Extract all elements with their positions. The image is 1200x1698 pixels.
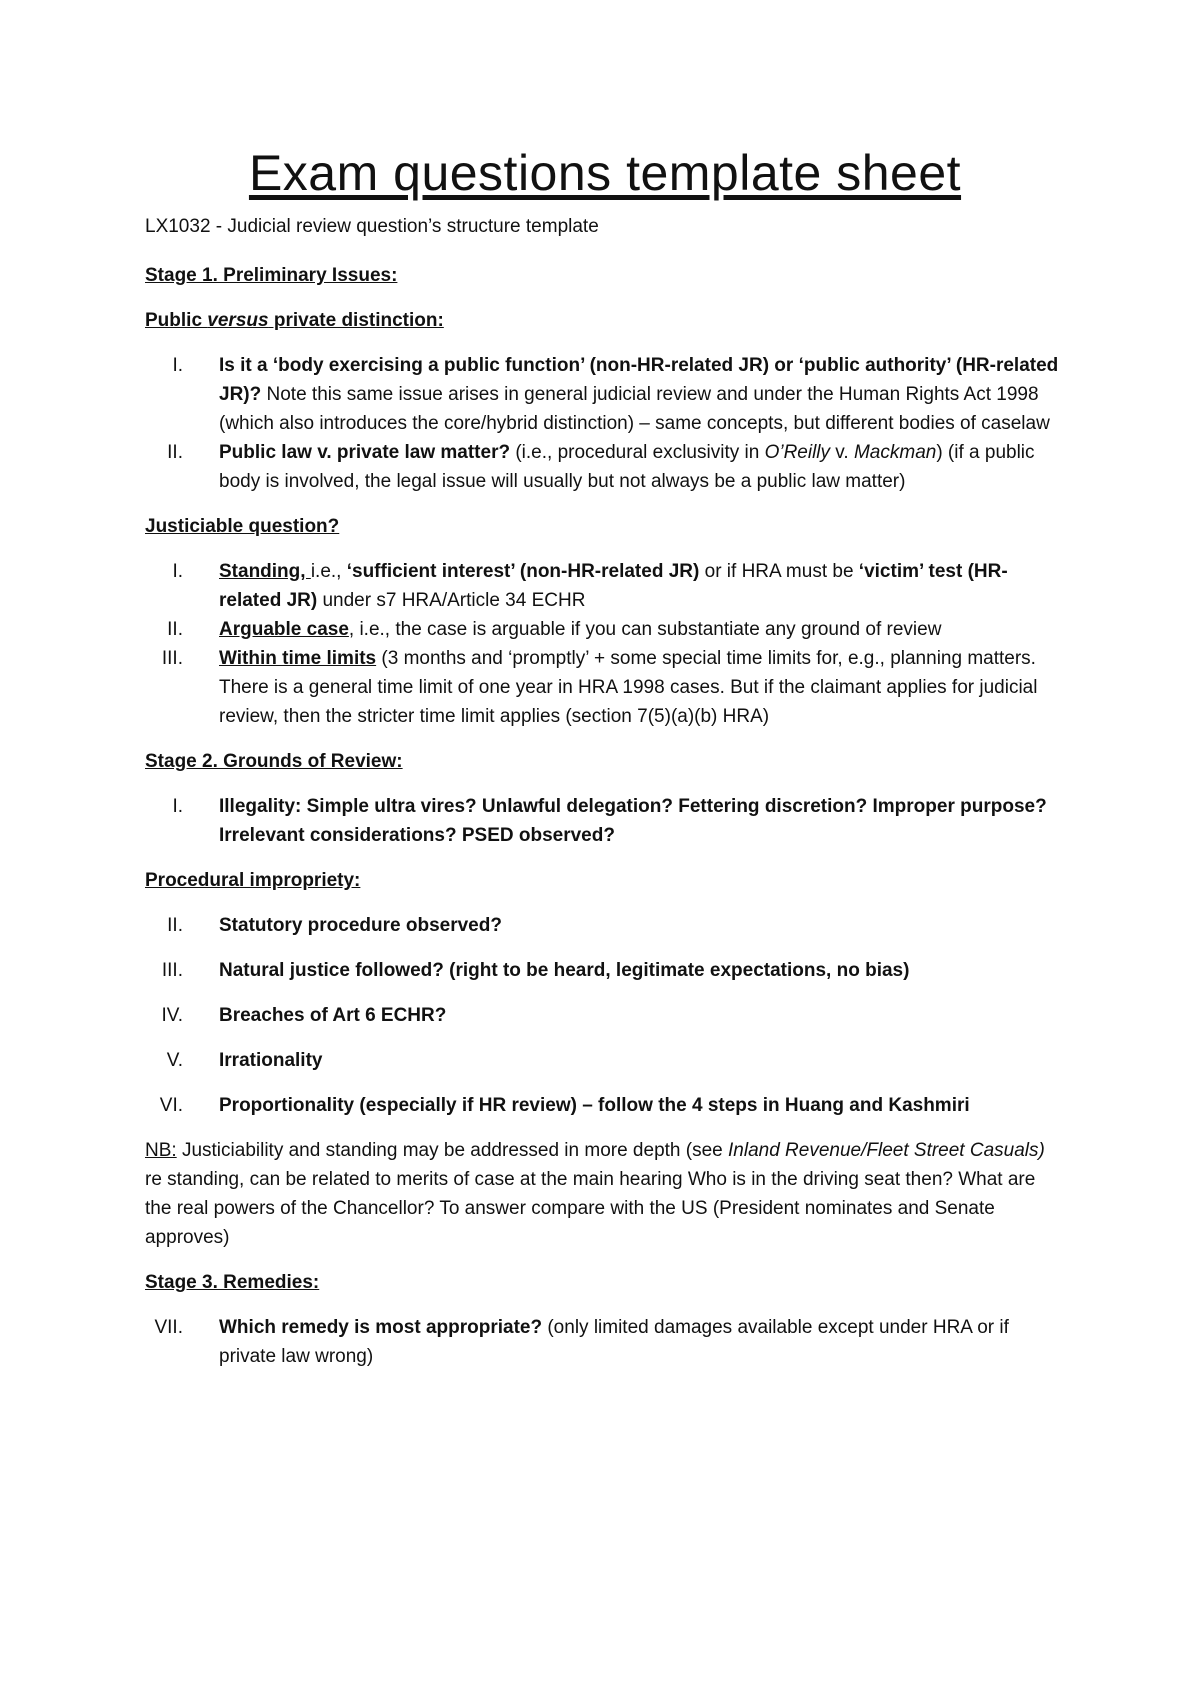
procedural-heading: Procedural impropriety:: [145, 870, 361, 891]
case-name: O’Reilly: [764, 442, 831, 463]
list-item: [145, 1091, 1065, 1120]
heading-text: Public: [145, 310, 208, 331]
document-page: [145, 140, 1065, 1387]
item-text: (3 months and ‘promptly’ + some special time limits for, e.g., planning matters. There is a general time limit of one year in HRA 1998 cases. But if the claimant applies for judicial review, then the stricter time limit applies (section 7(5)(a)(b) HRA): [219, 648, 1038, 727]
item-bold-text: Proportionality (especially if HR review) – follow the 4 steps in Huang and Kashmiri: [219, 1095, 970, 1116]
item-bold-text: ‘sufficient interest’ (non-HR-related JR): [346, 561, 700, 582]
public-private-heading: [145, 306, 1065, 335]
procedural-list: [145, 911, 1065, 1120]
item-bold-text: Which remedy is most appropriate?: [219, 1317, 543, 1338]
item-bold-text: ‘victim’ test (HR-related JR): [219, 561, 1008, 611]
list-item: [145, 351, 1065, 438]
document-title: Exam questions template sheet: [248, 145, 962, 201]
list-item: [145, 956, 1065, 985]
item-text: (only limited damages available except under HRA or if private law wrong): [219, 1317, 1009, 1367]
justiciable-heading: Justiciable question?: [145, 516, 340, 537]
heading-text: private distinction:: [268, 310, 444, 331]
heading-italic-text: versus: [207, 310, 269, 331]
item-number: II.: [167, 442, 183, 463]
illegality-list: [145, 792, 1065, 850]
item-bold-text: Within time limits: [219, 648, 377, 669]
item-text: i.e.,: [310, 561, 347, 582]
item-text: , i.e., the case is arguable if you can substantiate any ground of review: [348, 619, 942, 640]
case-name: Inland Revenue/Fleet Street Casuals): [728, 1140, 1045, 1161]
list-item: [145, 1046, 1065, 1075]
item-bold-text: Public law v. private law matter?: [219, 442, 511, 463]
list-item: [145, 911, 1065, 940]
item-number: II.: [167, 619, 183, 640]
remedies-list: [145, 1313, 1065, 1371]
item-text: (i.e., procedural exclusivity in: [510, 442, 765, 463]
item-number: III.: [161, 960, 183, 981]
item-bold-text: Standing,: [219, 561, 311, 582]
list-item: [145, 644, 1065, 731]
item-number: I.: [172, 796, 183, 817]
nb-note: [145, 1136, 1065, 1252]
item-bold-text: Breaches of Art 6 ECHR?: [219, 1005, 447, 1026]
note-text: re standing, can be related to merits of case at the main hearing Who is in the driving seat then? What are the real powers of the Chancellor? To answer compare with the US (President nominates and Senate approves): [145, 1169, 1036, 1248]
item-bold-text: Illegality: Simple ultra vires? Unlawful delegation? Fettering discretion? Improper purpose? Irrelevant considerations? PSED observed?: [219, 796, 1047, 846]
item-number: VI.: [159, 1095, 183, 1116]
list-item: [145, 1001, 1065, 1030]
item-number: V.: [166, 1050, 183, 1071]
item-number: IV.: [161, 1005, 183, 1026]
list-item: [145, 1313, 1065, 1371]
list-item: [145, 438, 1065, 496]
item-number: III.: [161, 648, 183, 669]
item-text: Note this same issue arises in general judicial review and under the Human Rights Act 1998 (which also introduces the core/hybrid distinction) – same concepts, but different bodies of caselaw: [219, 384, 1050, 434]
item-bold-text: Irrationality: [219, 1050, 323, 1071]
item-bold-text: Arguable case: [219, 619, 349, 640]
item-number: II.: [167, 915, 183, 936]
public-private-list: [145, 351, 1065, 496]
list-item: [145, 792, 1065, 850]
item-text: or if HRA must be: [699, 561, 859, 582]
stage3-heading: Stage 3. Remedies:: [145, 1272, 320, 1293]
stage1-heading: Stage 1. Preliminary Issues:: [145, 265, 398, 286]
item-number: I.: [172, 355, 183, 376]
item-bold-text: Is it a ‘body exercising a public function’ (non-HR-related JR) or ‘public authority’ (HR-related JR)?: [219, 355, 1059, 405]
item-text: ) (if a public body is involved, the legal issue will usually but not always be a public law matter): [219, 442, 1035, 492]
list-item: [145, 615, 1065, 644]
item-text: under s7 HRA/Article 34 ECHR: [317, 590, 586, 611]
item-bold-text: Natural justice followed? (right to be heard, legitimate expectations, no bias): [219, 960, 910, 981]
item-bold-text: Statutory procedure observed?: [219, 915, 502, 936]
justiciable-list: [145, 557, 1065, 731]
stage2-heading: Stage 2. Grounds of Review:: [145, 751, 403, 772]
nb-label: NB:: [145, 1140, 177, 1161]
list-item: [145, 557, 1065, 615]
item-number: I.: [172, 561, 183, 582]
note-text: Justiciability and standing may be addressed in more depth (see: [176, 1140, 728, 1161]
item-number: VII.: [154, 1317, 183, 1338]
case-name: Mackman: [853, 442, 937, 463]
item-text: v.: [830, 442, 854, 463]
document-subtitle: LX1032 - Judicial review question’s structure template: [145, 216, 599, 237]
